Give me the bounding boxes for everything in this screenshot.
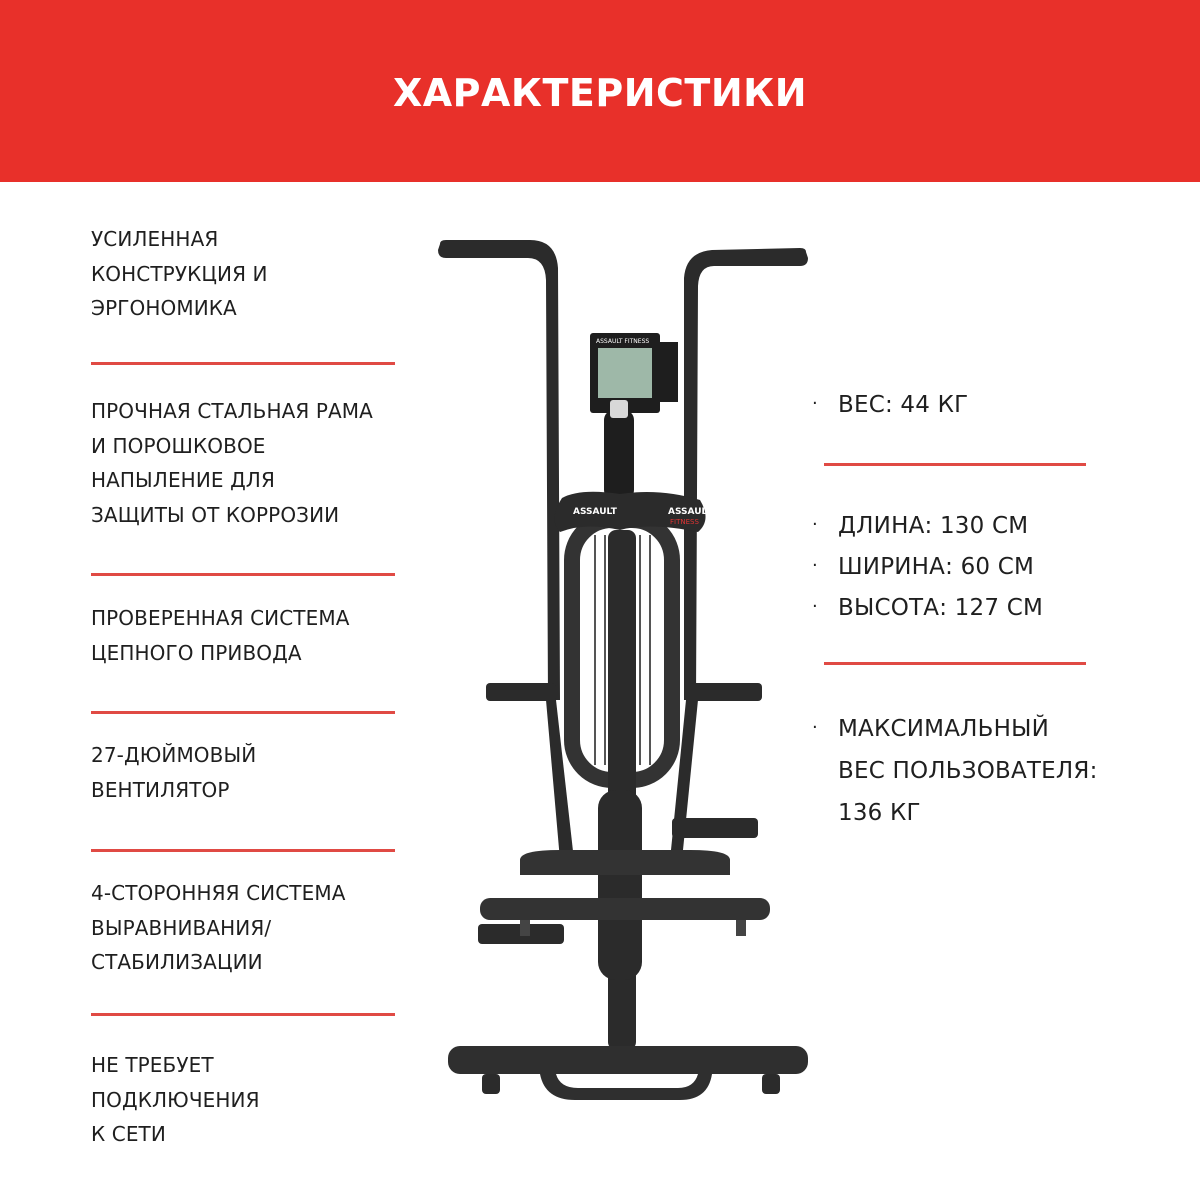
divider [91, 711, 395, 714]
base-stabilizer [448, 1046, 808, 1074]
divider [824, 463, 1086, 466]
page-title: ХАРАКТЕРИСТИКИ [392, 71, 808, 115]
spec-length-text: ДЛИНА: 130 СМ [838, 513, 1029, 539]
divider [91, 1013, 395, 1016]
seat-brand-right-sub: FITNESS [670, 518, 699, 526]
divider [91, 362, 395, 365]
feature-no-power: НЕ ТРЕБУЕТ ПОДКЛЮЧЕНИЯ К СЕТИ [91, 1053, 260, 1146]
bullet: · [812, 514, 818, 535]
seat-brand-right: ASSAULT [668, 507, 712, 517]
spec-height-text: ВЫСОТА: 127 СМ [838, 595, 1043, 621]
bullet: · [812, 555, 818, 576]
right-handlebar [684, 248, 808, 700]
right-footpeg [690, 683, 762, 701]
bullet: · [812, 393, 818, 414]
spec-height [812, 587, 1043, 629]
bullet: · [812, 596, 818, 617]
spec-weight-text: ВЕС: 44 КГ [838, 392, 969, 418]
left-handlebar [438, 240, 560, 700]
console-brand: ASSAULT FITNESS [596, 338, 650, 345]
air-bike-image [430, 230, 820, 1110]
divider [91, 849, 395, 852]
feature-reinforced-construction: УСИЛЕННАЯ КОНСТРУКЦИЯ И ЭРГОНОМИКА [91, 227, 268, 320]
bullet: · [812, 717, 818, 738]
left-footpeg [486, 683, 556, 701]
seat-brand-left: ASSAULT [573, 507, 617, 517]
feature-chain-drive: ПРОВЕРЕННАЯ СИСТЕМА ЦЕПНОГО ПРИВОДА [91, 606, 350, 665]
console-screen [598, 348, 652, 398]
feature-fan: 27-ДЮЙМОВЫЙ ВЕНТИЛЯТОР [91, 743, 257, 802]
spec-width-text: ШИРИНА: 60 СМ [838, 554, 1035, 580]
header-banner [0, 0, 1200, 182]
spec-max-user-weight [812, 708, 1098, 834]
spec-max-user-weight-text: МАКСИМАЛЬНЫЙ ВЕС ПОЛЬЗОВАТЕЛЯ: 136 КГ [838, 716, 1098, 826]
right-pedal [672, 818, 758, 838]
spec-length [812, 505, 1028, 547]
divider [824, 662, 1086, 665]
spec-weight [812, 384, 968, 426]
spec-width [812, 546, 1034, 588]
feature-leveling-system: 4-СТОРОННЯЯ СИСТЕМА ВЫРАВНИВАНИЯ/ СТАБИЛИЗАЦИИ [91, 881, 346, 974]
divider [91, 573, 395, 576]
feature-steel-frame: ПРОЧНАЯ СТАЛЬНАЯ РАМА И ПОРОШКОВОЕ НАПЫЛЕНИЕ ДЛЯ ЗАЩИТЫ ОТ КОРРОЗИИ [91, 399, 373, 527]
